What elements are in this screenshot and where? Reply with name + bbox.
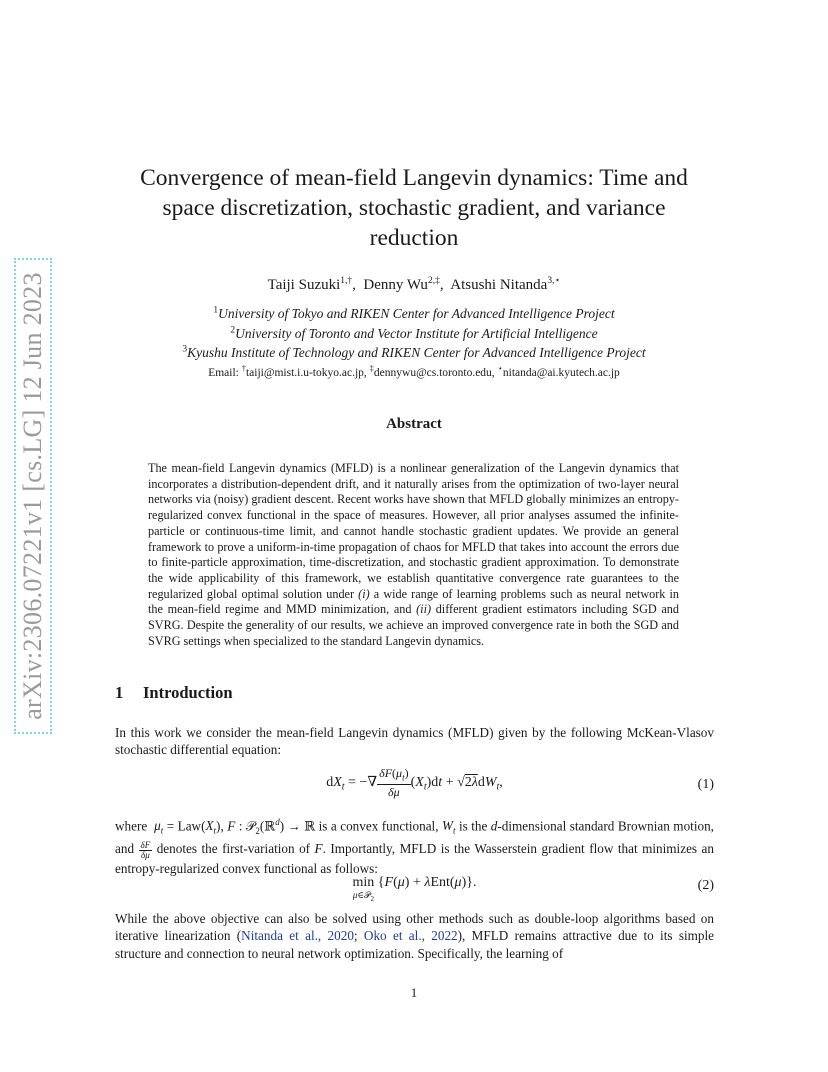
affiliation-number: 2 [230,325,236,336]
page-number: 1 [410,985,418,1000]
section-number: 1 [115,683,124,702]
paper-title [120,163,708,253]
abstract-part: The mean-field Langevin dynamics (MFLD) is a nonlinear generalization of the Langevin dynamics that incorporates a distribution-dependent drift, and it naturally arises from the optimization of two-layer neural networks via (noisy) gradient descent. Recent works have shown that MFLD globally minimizes an entropy-regularized convex functional in the space of measures. However, all prior analyses assumed the infinite-particle or continuous-time limit, and cannot handle stochastic gradient updates. We provide an general framework to prove a uniform-in-time propagation of chaos for MFLD that takes into account the errors due to finite-particle approximation, time-discretization, and stochastic gradient approximation. To demonstrate the wide applicability of this framework, we establish quantitative convergence rate guarantees to the regularized global optimal solution under [148,461,679,601]
title-line: Convergence of mean-field Langevin dynamics: Time and [140,165,688,191]
affiliation-text: University of Toronto and Vector Institute for Artificial Intelligence [235,326,598,341]
section-heading [115,683,233,703]
text-run: is a convex functional, [315,818,442,834]
text-run: ), MFLD remains attractive due to its simple structure and connection to neural network optimization. Specifically, the learning of [115,928,715,961]
enum-marker: (i) [358,586,370,601]
enum-marker: (ii) [416,602,432,617]
equation-1 [115,766,714,806]
text-run: where [115,818,148,834]
title-line: space discretization, stochastic gradient, and variance [162,195,666,221]
author-marks: 3,⋆ [547,276,561,286]
abstract-text [148,461,679,649]
text-run: denotes the first-variation of [152,841,315,857]
intro-paragraph [115,910,714,962]
abstract-heading: Abstract [386,416,442,432]
equation-label: (2) [697,878,714,893]
affiliation [60,345,768,361]
citation-link[interactable]: Oko et al., 2022 [363,928,458,944]
intro-paragraph: In this work we consider the mean-field Langevin dynamics (MFLD) given by the following McKean-Vlasov stochastic differential equation: [115,725,714,758]
text-run: . Importantly, MFLD is the Wasserstein gradient flow that minimizes an entropy-regularized convex functional as follows: [115,841,714,876]
author-name: Taiji Suzuki [267,277,341,293]
author-list: Taiji Suzuki$^{1,\dagger}$, Denny $Wu^{2,\ddagger}$, Atsushi Nitanda$^{3,⋆}$ [267,276,561,293]
affiliation [60,306,768,322]
arxiv-sidebar-stamp [14,258,52,734]
email-address[interactable]: taiji@mist.i.u-tokyo.ac.jp, [245,367,367,379]
text-run: While the above objective can also be solved using other methods such as double-loop algorithms based on iterative linearization ( [115,911,714,944]
affiliation-text: University of Tokyo and RIKEN Center for Advanced Intelligence Project [218,306,615,321]
author-name: Denny Wu [363,277,428,293]
affiliation [60,326,768,342]
abstract-part: different gradient estimators including SGD and SVRG. Despite the generality of our results, we achieve an improved convergence rate in both the SGD and SVRG settings when specialized to the standard Langevin dynamics. [148,602,679,648]
email-address[interactable]: nitanda@ai.kyutech.ac.jp [502,367,620,379]
citation-link[interactable]: Nitanda et al., 2020 [241,928,354,944]
abstract-part: a wide range of learning problems such as neural network in the mean-field regime and MMD minimization, and [148,586,680,617]
equation-body: $dX_t$ = −∇ $\frac{\delta F(\mu_t)}{\delta\mu}$ $(X_t)dt + √2\lambda dW_t$, [326,766,503,800]
equation-label: (1) [697,777,714,792]
affiliation-text: Kyushu Institute of Technology and RIKEN Center for Advanced Intelligence Project [187,345,646,360]
arxiv-identifier: arXiv:2306.07221v1 [cs.LG] 12 Jun 2023 [18,272,47,720]
email-prefix: Email: [208,367,242,379]
text-run: is the [455,818,491,834]
author-name: Atsushi Nitanda [450,277,548,293]
text-run: ; [353,928,364,944]
title-line: reduction [369,225,459,251]
intro-paragraph: where $\mu_t = Law(X_t)$, F : 𝒫$_2$(ℝ$^d$) → ℝ is a convex functional, $W_t$ is the d-dimensional standard Brownian motion, and $\frac{\delta F}{\delta\mu}$ denotes the first-variation of F. Importantly, MFLD is the Wasserstein gradient flow that minimizes an entropy-regularized convex functional as follows: [115,817,714,876]
email-mark: ⋆ [497,363,503,374]
affiliation-number: 1 [213,305,219,316]
email-mark: ‡ [369,363,374,374]
author-marks: 2,‡ [427,276,440,286]
author-marks: 1,† [340,276,353,286]
affiliation-number: 3 [182,344,188,355]
equation-2 [115,875,714,905]
equation-body: min μ∈𝒫$_2$ {F(μ) + λEnt(μ)}. [352,875,477,903]
section-title: Introduction [143,683,233,702]
email-line [60,363,768,379]
email-address[interactable]: dennywu@cs.toronto.edu, [373,367,495,379]
email-mark: † [241,363,246,374]
text-run: -dimensional standard Brownian motion, and [115,818,714,857]
